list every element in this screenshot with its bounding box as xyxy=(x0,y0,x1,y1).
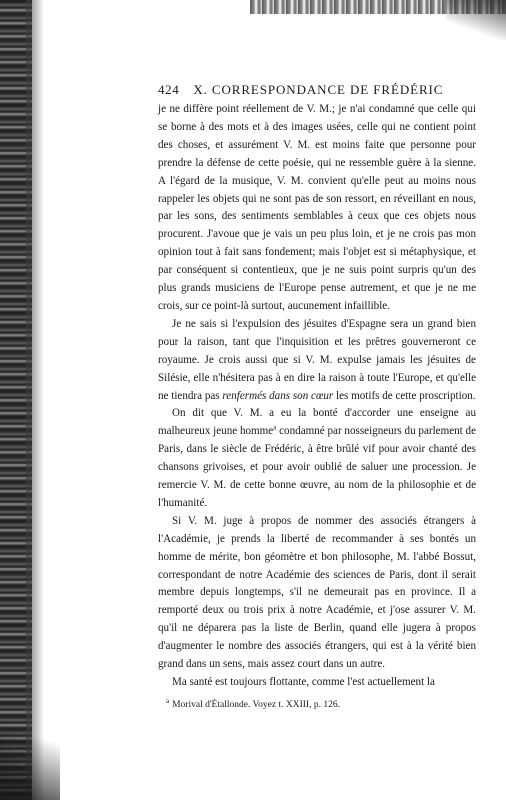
body-text xyxy=(158,101,476,692)
page-number: 424 xyxy=(158,82,180,97)
paragraph-3 xyxy=(158,405,476,512)
paragraph-2-italic: renfermés dans son cœur xyxy=(222,389,334,402)
scan-shadow-bottom-left xyxy=(0,710,60,800)
paragraph-2 xyxy=(158,316,476,406)
footnote xyxy=(158,694,476,712)
paragraph-5: Ma santé est toujours flottante, comme l'est actuellement la xyxy=(172,676,435,688)
scan-shadow-top-right xyxy=(446,0,506,40)
footnote-text: Morival d'Étallonde. Voyez t. XXIII, p. 126. xyxy=(172,700,340,711)
footnote-marker: a xyxy=(166,696,170,705)
running-head xyxy=(158,82,476,98)
paragraph-2-text-after: les motifs de cette proscription. xyxy=(333,389,476,402)
paragraph-3-text: On dit que V. M. a eu la bonté d'accorder une enseigne au malheureux jeune homme xyxy=(158,407,476,438)
scan-shadow-left xyxy=(26,0,44,800)
running-title: X. CORRESPONDANCE DE FRÉDÉRIC xyxy=(193,82,444,97)
paragraph-2-text: Je ne sais si l'expulsion des jésuites d'Espagne sera un grand bien pour la raison, tant que l'inquisition et les prêtres gouverneront ce royaume. Je crois aussi que si V. M. expulse jamais les jésuites de Silésie, elle n'hésitera pas à en dire la raison à toute l'Europe, et qu'elle ne tiendra pas xyxy=(158,317,476,402)
book-page xyxy=(158,82,476,712)
paragraph-4: Si V. M. juge à propos de nommer des associés étrangers à l'Académie, je prends la liberté de recommander à ses bontés un homme de mérite, bon géomètre et bon philosophe, M. l'abbé Bossut, correspondant de notre Académie des sciences de Paris, dont il serait membre depuis longtemps, s'il ne demeurait pas en province. Il a remporté deux ou trois prix à notre Académie, et j'ose assurer V. M. qu'il ne déparera pas la liste de Berlin, quand elle jugera à propos d'augmenter le nombre des associés étrangers, qui est à la vérité bien grand dans un sens, mais assez court dans un autre. xyxy=(158,514,476,671)
paragraph-3-text-after: condamné par nosseigneurs du parlement de Paris, dans le siècle de Frédéric, à être brûlé vif pour avoir chanté des chansons grivoises, et pour avoir oublié de saluer une procession. Je remercie V. M. de cette bonne œuvre, au nom de la philosophie et de l'humanité. xyxy=(158,425,477,509)
paragraph-1: je ne diffère point réellement de V. M.; je n'ai condamné que celle qui se borne à des mots et à des images usées, celle qui ne contient point des choses, et assurément V. M. est moins faite que personne pour prendre la défense de cette poésie, qui ne ressemble guère à la sienne. A l'égard de la musique, V. M. convient qu'elle peut au moins nous rappeler les objets qui ne sont pas de son ressort, en réveillant en nous, par les sons, des sentiments semblables à ceux que ces objets nous procurent. J'avoue que je vais un peu plus loin, et je ne crois pas mon opinion tout à fait sans fondement; mais l'objet est si métaphysique, et par conséquent si contentieux, que je ne suis point surpris qu'un des plus grands musiciens de l'Europe pense autrement, et que je ne me crois, sur ce point-là surtout, aucunement infaillible. xyxy=(158,103,476,312)
footnote-mark: a xyxy=(273,423,277,432)
